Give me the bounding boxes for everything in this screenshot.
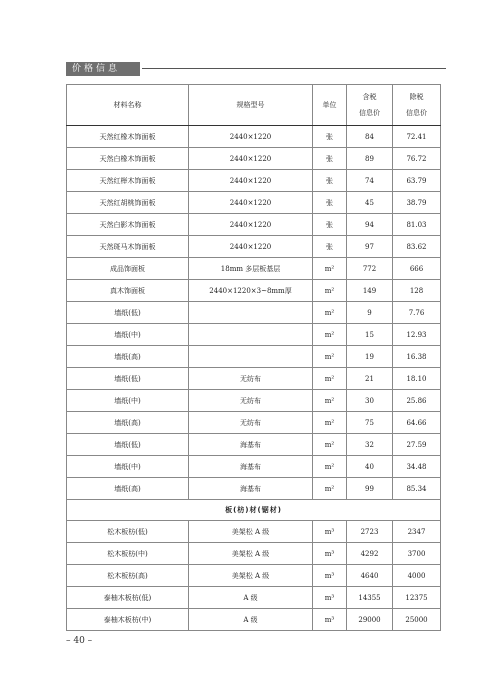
- cell-spec: 2440×1220: [189, 126, 313, 148]
- cell-price-tax: 97: [347, 236, 393, 258]
- table-row: [67, 236, 441, 258]
- cell-name: 真木饰面板: [67, 280, 189, 302]
- header-price-notax: [393, 85, 441, 126]
- cell-price-tax: 30: [347, 390, 393, 412]
- cell-price-notax: 83.62: [393, 236, 441, 258]
- cell-price-tax: 84: [347, 126, 393, 148]
- cell-unit: 张: [313, 126, 347, 148]
- cell-price-tax: 45: [347, 192, 393, 214]
- cell-price-tax: 32: [347, 434, 393, 456]
- cell-unit: 张: [313, 192, 347, 214]
- cell-unit: 张: [313, 236, 347, 258]
- cell-unit: 张: [313, 214, 347, 236]
- cell-name: 墙纸(中): [67, 390, 189, 412]
- section-header: [66, 62, 446, 76]
- cell-price-tax: 21: [347, 368, 393, 390]
- cell-name: 天然白影木饰面板: [67, 214, 189, 236]
- cell-price-notax: 34.48: [393, 456, 441, 478]
- cell-spec: [189, 324, 313, 346]
- cell-unit: m²: [313, 390, 347, 412]
- cell-unit: m²: [313, 456, 347, 478]
- cell-price-tax: 19: [347, 346, 393, 368]
- header-price-notax-line2: 信息价: [406, 109, 427, 117]
- table-row: [67, 412, 441, 434]
- cell-name: 墙纸(中): [67, 324, 189, 346]
- cell-price-notax: 27.59: [393, 434, 441, 456]
- cell-name: 墙纸(低): [67, 434, 189, 456]
- section-rule: [142, 68, 446, 69]
- cell-spec: 2440×1220: [189, 192, 313, 214]
- cell-unit: m²: [313, 324, 347, 346]
- cell-price-notax: 64.66: [393, 412, 441, 434]
- cell-price-notax: 25000: [393, 609, 441, 631]
- table-row: [67, 280, 441, 302]
- cell-unit: m³: [313, 609, 347, 631]
- cell-price-notax: 63.79: [393, 170, 441, 192]
- cell-price-notax: 7.76: [393, 302, 441, 324]
- cell-price-tax: 149: [347, 280, 393, 302]
- header-price-notax-line1: 除税: [409, 93, 424, 101]
- table-row: [67, 192, 441, 214]
- header-unit: 单位: [313, 85, 347, 126]
- table-body: [67, 126, 441, 631]
- cell-spec: 海基布: [189, 434, 313, 456]
- cell-name: 天然红胡桃饰面板: [67, 192, 189, 214]
- cell-unit: m³: [313, 521, 347, 543]
- cell-name: 天然白橡木饰面板: [67, 148, 189, 170]
- cell-name: 泰柚木板枋(中): [67, 609, 189, 631]
- table-row: [67, 170, 441, 192]
- cell-spec: 2440×1220×3~8mm厚: [189, 280, 313, 302]
- header-price-tax-line1: 含税: [362, 93, 377, 101]
- cell-unit: 张: [313, 170, 347, 192]
- table-row: [67, 390, 441, 412]
- cell-spec: [189, 302, 313, 324]
- cell-price-tax: 94: [347, 214, 393, 236]
- header-spec: 规格型号: [189, 85, 313, 126]
- cell-spec: 美架松 A 级: [189, 543, 313, 565]
- cell-spec: 美架松 A 级: [189, 565, 313, 587]
- table-row: [67, 521, 441, 543]
- cell-name: 松木板枋(中): [67, 543, 189, 565]
- cell-name: 松木板枋(高): [67, 565, 189, 587]
- cell-name: 成品饰面板: [67, 258, 189, 280]
- cell-spec: 2440×1220: [189, 236, 313, 258]
- cell-unit: m²: [313, 478, 347, 500]
- table-row: [67, 478, 441, 500]
- cell-name: 墙纸(中): [67, 456, 189, 478]
- table-row: [67, 258, 441, 280]
- cell-spec: 海基布: [189, 478, 313, 500]
- cell-price-tax: 75: [347, 412, 393, 434]
- cell-price-tax: 29000: [347, 609, 393, 631]
- cell-name: 天然斑马木饰面板: [67, 236, 189, 258]
- cell-price-notax: 4000: [393, 565, 441, 587]
- cell-unit: m³: [313, 543, 347, 565]
- cell-name: 天然红橡木饰面板: [67, 126, 189, 148]
- cell-price-tax: 99: [347, 478, 393, 500]
- cell-spec: 无纺布: [189, 368, 313, 390]
- cell-price-tax: 74: [347, 170, 393, 192]
- table-row: [67, 302, 441, 324]
- cell-price-tax: 2723: [347, 521, 393, 543]
- cell-spec: A 级: [189, 609, 313, 631]
- cell-price-notax: 128: [393, 280, 441, 302]
- cell-price-notax: 18.10: [393, 368, 441, 390]
- cell-name: 墙纸(高): [67, 412, 189, 434]
- cell-unit: m³: [313, 565, 347, 587]
- table-row: [67, 148, 441, 170]
- cell-unit: m²: [313, 258, 347, 280]
- cell-spec: 无纺布: [189, 390, 313, 412]
- header-name: 材料名称: [67, 85, 189, 126]
- price-table-container: [66, 84, 440, 631]
- cell-price-notax: 12375: [393, 587, 441, 609]
- price-table: [66, 84, 441, 631]
- cell-spec: 海基布: [189, 456, 313, 478]
- cell-price-notax: 3700: [393, 543, 441, 565]
- cell-spec: 2440×1220: [189, 148, 313, 170]
- cell-name: 松木板枋(低): [67, 521, 189, 543]
- cell-price-notax: 76.72: [393, 148, 441, 170]
- cell-unit: 张: [313, 148, 347, 170]
- cell-price-tax: 9: [347, 302, 393, 324]
- table-row: [67, 543, 441, 565]
- table-row: [67, 565, 441, 587]
- section-label: 板(枋)材(锯材): [67, 500, 441, 521]
- cell-price-tax: 4292: [347, 543, 393, 565]
- header-price-tax-line2: 信息价: [359, 109, 380, 117]
- cell-price-tax: 4640: [347, 565, 393, 587]
- cell-price-notax: 25.86: [393, 390, 441, 412]
- cell-unit: m²: [313, 368, 347, 390]
- cell-price-tax: 15: [347, 324, 393, 346]
- cell-name: 墙纸(高): [67, 478, 189, 500]
- cell-spec: [189, 346, 313, 368]
- table-row: [67, 346, 441, 368]
- cell-price-notax: 38.79: [393, 192, 441, 214]
- cell-unit: m²: [313, 302, 347, 324]
- cell-spec: 2440×1220: [189, 170, 313, 192]
- cell-name: 天然红榉木饰面板: [67, 170, 189, 192]
- cell-price-notax: 2347: [393, 521, 441, 543]
- cell-spec: 无纺布: [189, 412, 313, 434]
- cell-spec: 2440×1220: [189, 214, 313, 236]
- cell-unit: m²: [313, 434, 347, 456]
- cell-price-tax: 40: [347, 456, 393, 478]
- cell-price-tax: 89: [347, 148, 393, 170]
- cell-price-tax: 14355: [347, 587, 393, 609]
- header-price-tax: [347, 85, 393, 126]
- cell-unit: m²: [313, 280, 347, 302]
- table-row: [67, 434, 441, 456]
- cell-price-notax: 81.03: [393, 214, 441, 236]
- table-row: [67, 609, 441, 631]
- cell-spec: A 级: [189, 587, 313, 609]
- cell-price-notax: 72.41: [393, 126, 441, 148]
- cell-unit: m²: [313, 346, 347, 368]
- cell-name: 泰柚木板枋(低): [67, 587, 189, 609]
- table-row: [67, 214, 441, 236]
- cell-spec: 18mm 多层板基层: [189, 258, 313, 280]
- cell-spec: 美架松 A 级: [189, 521, 313, 543]
- table-row: [67, 368, 441, 390]
- cell-unit: m³: [313, 587, 347, 609]
- page-number: – 40 –: [66, 636, 93, 646]
- cell-price-notax: 666: [393, 258, 441, 280]
- section-row: [67, 500, 441, 521]
- cell-unit: m²: [313, 412, 347, 434]
- table-row: [67, 126, 441, 148]
- table-row: [67, 324, 441, 346]
- cell-price-notax: 12.93: [393, 324, 441, 346]
- section-title: 价格信息: [66, 62, 140, 76]
- table-header-row: [67, 85, 441, 126]
- cell-name: 墙纸(低): [67, 302, 189, 324]
- table-row: [67, 587, 441, 609]
- cell-name: 墙纸(高): [67, 346, 189, 368]
- cell-price-tax: 772: [347, 258, 393, 280]
- cell-price-notax: 85.34: [393, 478, 441, 500]
- cell-price-notax: 16.38: [393, 346, 441, 368]
- cell-name: 墙纸(低): [67, 368, 189, 390]
- table-row: [67, 456, 441, 478]
